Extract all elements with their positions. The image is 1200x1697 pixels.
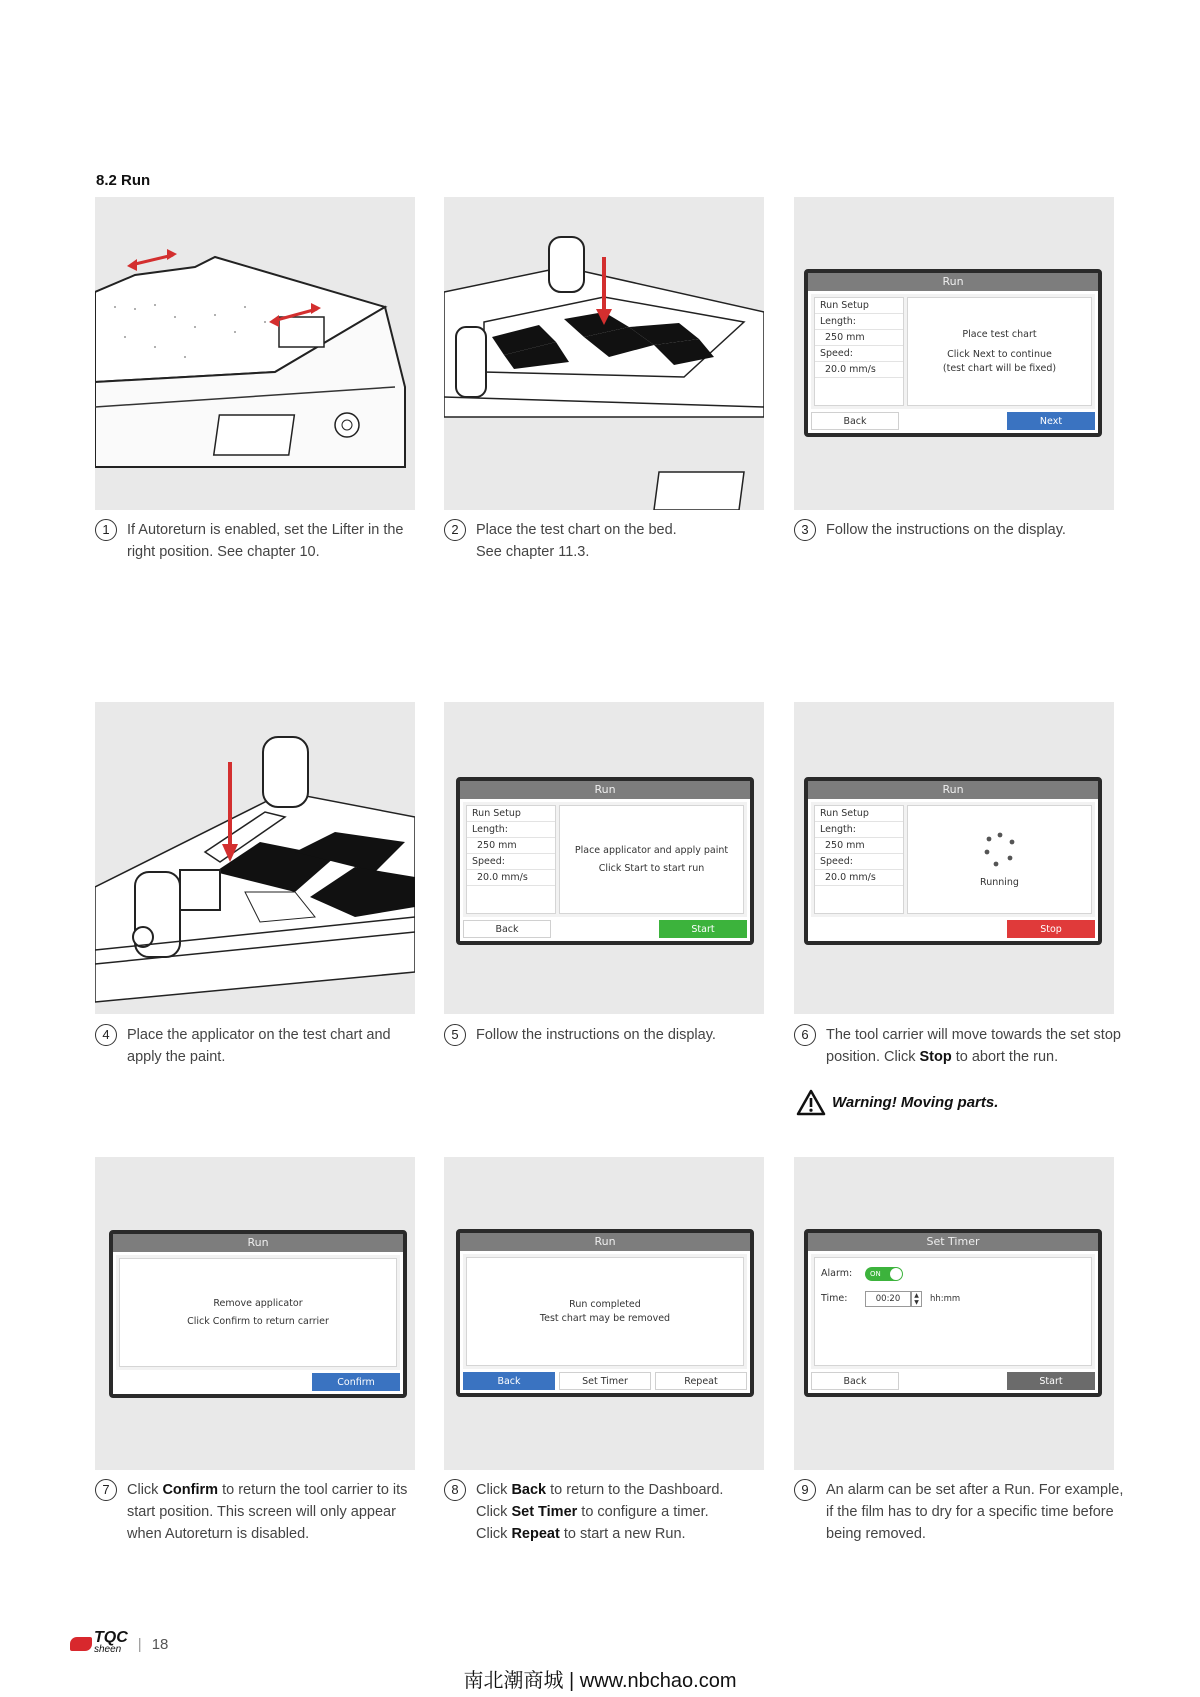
step-text-bold: Set Timer xyxy=(511,1504,578,1520)
run-setup-panel xyxy=(814,805,904,914)
step-5 xyxy=(444,1024,774,1046)
repeat-button[interactable]: Repeat xyxy=(655,1372,747,1390)
back-button[interactable]: Back xyxy=(811,412,899,430)
step-text: An alarm can be set after a Run. For example, if the film has to dry for a specific time before being removed. xyxy=(826,1482,1124,1542)
spinner-icon xyxy=(980,830,1020,870)
step-line xyxy=(476,1501,774,1523)
stop-button[interactable]: Stop xyxy=(1007,920,1095,938)
screen-title: Run xyxy=(460,1233,750,1251)
screen-title: Run xyxy=(808,781,1098,799)
time-label: Time: xyxy=(821,1293,848,1304)
length-label: Length: xyxy=(467,822,555,838)
alarm-toggle-label: ON xyxy=(870,1270,881,1278)
step-text-part: to return to the Dashboard. xyxy=(546,1482,724,1498)
logo-top: TQC xyxy=(94,1629,128,1646)
speed-value: 20.0 mm/s xyxy=(467,870,555,886)
step-8 xyxy=(444,1479,774,1545)
step-4 xyxy=(95,1024,425,1068)
display-running xyxy=(804,777,1102,945)
run-setup-label: Run Setup xyxy=(815,806,903,822)
step-7 xyxy=(95,1479,425,1545)
illustration-lifter xyxy=(95,197,415,510)
step-text-part: to configure a timer. xyxy=(577,1504,709,1520)
run-setup-label: Run Setup xyxy=(467,806,555,822)
message-area xyxy=(559,805,744,914)
run-setup-panel xyxy=(814,297,904,406)
step-text-bold: Stop xyxy=(919,1049,952,1065)
illustration-test-chart xyxy=(444,197,764,510)
step-text-part: to return the tool carrier to its start position. This screen will only appear when Autoreturn is disabled. xyxy=(127,1482,408,1542)
step-9 xyxy=(794,1479,1124,1545)
tqc-sheen-logo xyxy=(70,1629,128,1656)
toggle-knob xyxy=(890,1268,902,1280)
step-text-bold: Repeat xyxy=(511,1526,560,1542)
step-number: 2 xyxy=(444,519,466,541)
step-number: 1 xyxy=(95,519,117,541)
step-text-part: Click xyxy=(127,1482,163,1498)
time-stepper[interactable]: ▲ ▼ xyxy=(911,1291,922,1307)
step-text: Place the applicator on the test chart and apply the paint. xyxy=(127,1027,391,1065)
screen-title: Run xyxy=(808,273,1098,291)
step-number: 3 xyxy=(794,519,816,541)
step-number: 8 xyxy=(444,1479,466,1501)
section-title: 8.2 Run xyxy=(96,172,151,189)
speed-label: Speed: xyxy=(467,854,555,870)
timer-form xyxy=(814,1257,1092,1366)
display-set-timer xyxy=(804,1229,1102,1397)
message-line-1: Place test chart xyxy=(962,328,1037,340)
illustration-screen-6 xyxy=(794,702,1114,1014)
step-number: 9 xyxy=(794,1479,816,1501)
step-text: If Autoreturn is enabled, set the Lifter in the right position. See chapter 10. xyxy=(127,522,404,560)
footer-separator: | xyxy=(137,1635,142,1653)
speed-value: 20.0 mm/s xyxy=(815,362,903,378)
step-2 xyxy=(444,519,774,563)
message-line-1: Remove applicator xyxy=(213,1297,303,1309)
watermark: 南北潮商城 | www.nbchao.com xyxy=(463,1670,737,1692)
step-text-part: to abort the run. xyxy=(951,1049,1059,1065)
message-line-3: (test chart will be fixed) xyxy=(942,362,1057,374)
next-button[interactable]: Next xyxy=(1007,412,1095,430)
step-text: Follow the instructions on the display. xyxy=(826,522,1066,538)
page-footer xyxy=(70,1629,169,1656)
step-text-part: to start a new Run. xyxy=(559,1526,686,1542)
message-area xyxy=(466,1257,744,1366)
set-timer-button[interactable]: Set Timer xyxy=(559,1372,651,1390)
speed-label: Speed: xyxy=(815,346,903,362)
warning-text: Warning! Moving parts. xyxy=(832,1094,999,1111)
message-line-2: Click Confirm to return carrier xyxy=(187,1315,329,1327)
logo-mark-icon xyxy=(70,1637,92,1651)
message-area xyxy=(119,1258,397,1367)
length-value: 250 mm xyxy=(815,330,903,346)
time-unit: hh:mm xyxy=(930,1294,961,1304)
length-label: Length: xyxy=(815,314,903,330)
speed-value: 20.0 mm/s xyxy=(815,870,903,886)
message-area xyxy=(907,297,1092,406)
back-button[interactable]: Back xyxy=(811,1372,899,1390)
illustration-screen-7 xyxy=(95,1157,415,1470)
logo-wordmark xyxy=(94,1629,128,1656)
message-line-2: Click Next to continue xyxy=(947,348,1052,360)
step-text: Place the test chart on the bed. See chapter 11.3. xyxy=(476,522,677,560)
illustration-screen-5 xyxy=(444,702,764,1014)
screen-title: Set Timer xyxy=(808,1233,1098,1251)
step-line xyxy=(476,1479,774,1501)
step-number: 6 xyxy=(794,1024,816,1046)
step-text-part: Click xyxy=(476,1482,512,1498)
start-button[interactable]: Start xyxy=(1007,1372,1095,1390)
step-1 xyxy=(95,519,425,563)
screen-title: Run xyxy=(113,1234,403,1252)
step-number: 7 xyxy=(95,1479,117,1501)
step-text-part: Click xyxy=(476,1504,512,1520)
display-run-completed xyxy=(456,1229,754,1397)
length-value: 250 mm xyxy=(815,838,903,854)
step-text-bold: Back xyxy=(511,1482,547,1498)
confirm-button[interactable]: Confirm xyxy=(312,1373,400,1391)
length-label: Length: xyxy=(815,822,903,838)
step-text-part: Click xyxy=(476,1526,512,1542)
run-setup-panel xyxy=(466,805,556,914)
time-input[interactable]: 00:20 xyxy=(865,1291,911,1307)
warning-icon xyxy=(796,1089,826,1116)
step-number: 5 xyxy=(444,1024,466,1046)
step-text xyxy=(476,1479,774,1545)
step-6 xyxy=(794,1024,1124,1068)
length-value: 250 mm xyxy=(467,838,555,854)
message-line-1: Run completed xyxy=(569,1298,641,1310)
display-run-setup xyxy=(804,269,1102,437)
message-line-2: Click Start to start run xyxy=(598,862,705,874)
screen-title: Run xyxy=(460,781,750,799)
step-text xyxy=(826,1024,1124,1068)
back-button[interactable]: Back xyxy=(463,920,551,938)
alarm-label: Alarm: xyxy=(821,1268,853,1279)
message-line-1: Place applicator and apply paint xyxy=(574,844,729,856)
running-status: Running xyxy=(980,876,1019,888)
speed-label: Speed: xyxy=(815,854,903,870)
step-text-bold: Confirm xyxy=(162,1482,219,1498)
illustration-screen-3 xyxy=(794,197,1114,510)
step-3 xyxy=(794,519,1124,541)
display-remove-applicator xyxy=(109,1230,407,1398)
illustration-applicator xyxy=(95,702,415,1014)
illustration-screen-8 xyxy=(444,1157,764,1470)
step-text-part: The tool carrier will move towards the set stop position. Click xyxy=(826,1027,1121,1065)
step-text xyxy=(127,1479,425,1545)
page-number: 18 xyxy=(151,1635,169,1653)
step-line xyxy=(476,1523,774,1545)
warning-note xyxy=(796,1089,998,1116)
run-setup-label: Run Setup xyxy=(815,298,903,314)
logo-bottom: sheen xyxy=(94,1644,122,1655)
step-number: 4 xyxy=(95,1024,117,1046)
step-text: Follow the instructions on the display. xyxy=(476,1027,716,1043)
back-button[interactable]: Back xyxy=(463,1372,555,1390)
illustration-screen-9 xyxy=(794,1157,1114,1470)
message-line-2: Test chart may be removed xyxy=(539,1312,671,1324)
start-button[interactable]: Start xyxy=(659,920,747,938)
display-apply-paint xyxy=(456,777,754,945)
message-area xyxy=(907,805,1092,914)
alarm-toggle[interactable] xyxy=(865,1267,903,1281)
